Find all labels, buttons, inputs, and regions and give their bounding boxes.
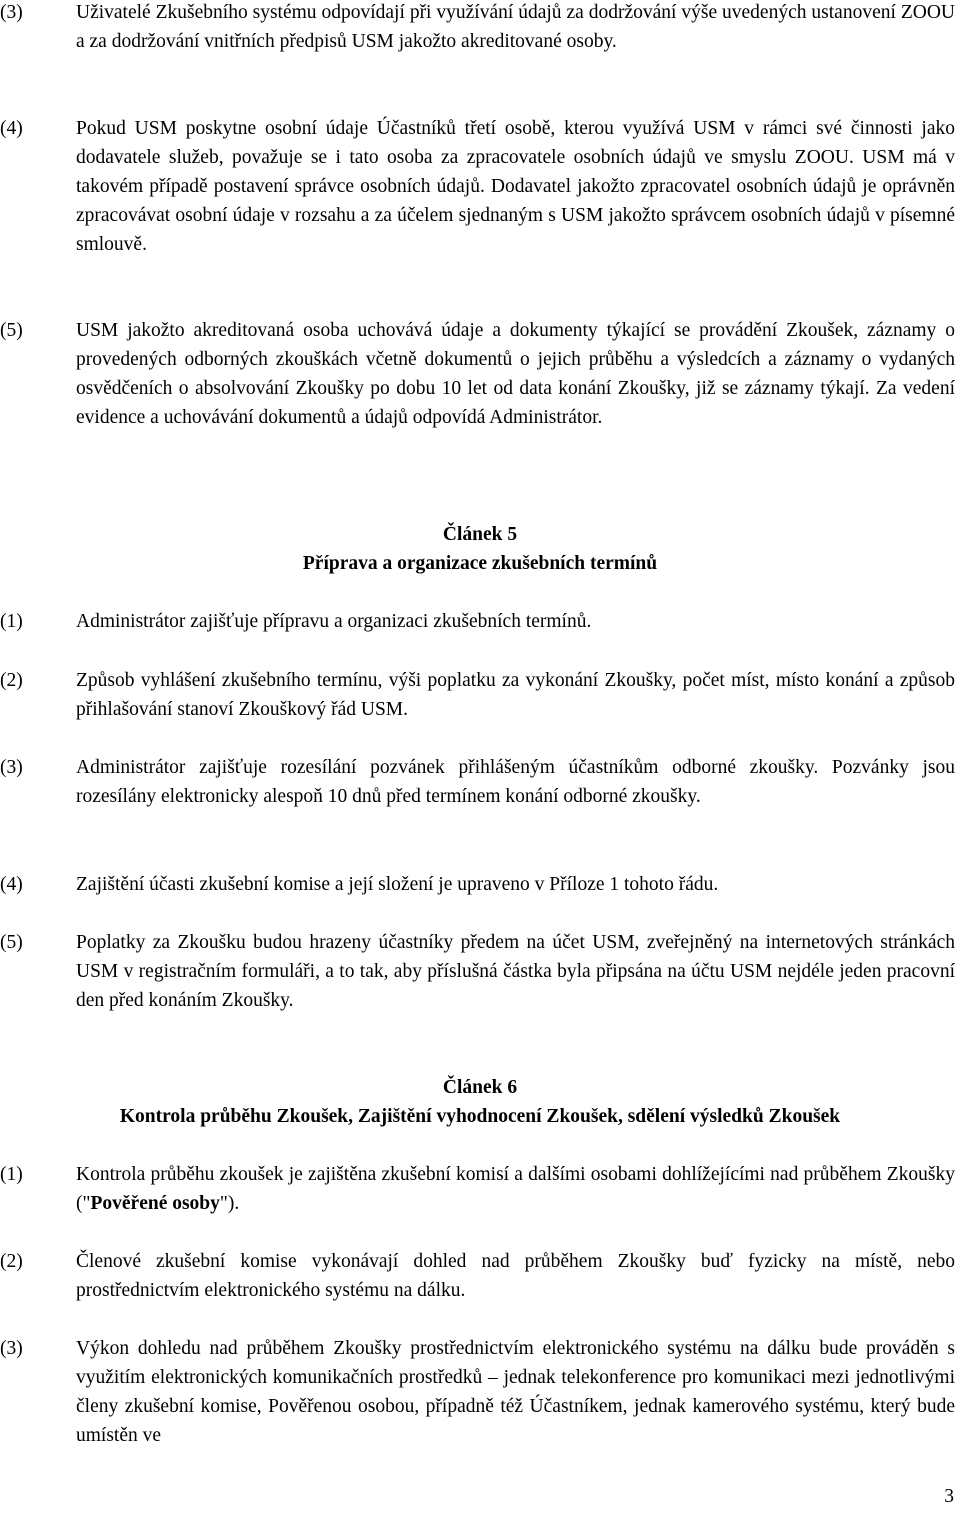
paragraph-text: Pokud USM poskytne osobní údaje Účastníků třetí osobě, kterou využívá USM v rámci své činnosti jako dodavatele služeb, považuje se i tato osoba za zpracovatele osobních údajů ve smyslu ZOOU. USM má v takovém případě postavení správce osobních údajů. Dodavatel jakožto zpracovatel osobních údajů je oprávněn zpracovávat osobní údaje v rozsahu a za účelem sjednaným s USM jakožto správcem osobních údajů v písemné smlouvě. — [76, 118, 955, 255]
paragraph-text: Administrátor zajišťuje přípravu a organizaci zkušebních termínů. — [76, 611, 592, 632]
paragraph-number: (1) — [0, 611, 23, 632]
paragraph-text-part: Kontrola průběhu zkoušek je zajištěna zkušební komisí a dalšími osobami dohlížejícími nad průběhem Zkoušky (" — [76, 1164, 955, 1214]
paragraph-number: (4) — [0, 874, 23, 895]
paragraph-text — [76, 1160, 955, 1218]
paragraph-4 — [0, 114, 955, 259]
paragraph-number: (2) — [0, 1251, 23, 1272]
paragraph-text: Výkon dohledu nad průběhem Zkoušky prostřednictvím elektronického systému na dálku bude prováděn s využitím elektronických komunikačních prostředků – jednak telekonference pro komunikaci mezi jednotlivými členy zkušební komise, Pověřenou osobou, případně též Účastníkem, jednak kamerového systému, který bude umístěn ve — [76, 1338, 955, 1446]
paragraph-number: (1) — [0, 1164, 23, 1185]
paragraph-text-part: "). — [219, 1193, 240, 1214]
paragraph-number: (5) — [0, 320, 23, 341]
paragraph-number: (5) — [0, 932, 23, 953]
paragraph-text: Administrátor zajišťuje rozesílání pozvánek přihlášeným účastníkům odborné zkoušky. Pozvánky jsou rozesílány elektronicky alespoň 10 dnů před termínem konání odborné zkoušky. — [76, 757, 955, 807]
article-5-paragraph-3 — [0, 753, 955, 811]
paragraph-text: Zajištění účasti zkušební komise a její složení je upraveno v Příloze 1 tohoto řádu. — [76, 874, 719, 895]
paragraph-text: Uživatelé Zkušebního systému odpovídají při využívání údajů za dodržování výše uvedených ustanovení ZOOU a za dodržování vnitřních předpisů USM jakožto akreditované osoby. — [76, 2, 955, 52]
article-5-paragraph-4 — [0, 870, 955, 899]
paragraph-5 — [0, 316, 955, 432]
article-6-paragraph-3 — [0, 1334, 955, 1450]
paragraph-number: (3) — [0, 757, 23, 778]
paragraph-text: Poplatky za Zkoušku budou hrazeny účastníky předem na účet USM, zveřejněný na internetových stránkách USM v registračním formuláři, a to tak, aby příslušná částka byla připsána na účtu USM nejdéle jeden pracovní den před konáním Zkoušky. — [76, 932, 955, 1011]
paragraph-text: Způsob vyhlášení zkušebního termínu, výši poplatku za vykonání Zkoušky, počet míst, místo konání a způsob přihlašování stanoví Zkouškový řád USM. — [76, 670, 955, 720]
page-number: 3 — [944, 1486, 954, 1507]
article-5-title: Příprava a organizace zkušebních termínů — [302, 553, 658, 574]
article-5-label: Článek 5 — [442, 524, 518, 545]
article-5-paragraph-2 — [0, 666, 955, 724]
paragraph-text: USM jakožto akreditovaná osoba uchovává údaje a dokumenty týkající se provádění Zkoušek, záznamy o provedených odborných zkouškách včetně dokumentů o jejich průběhu a výsledcích a záznamy o vydaných osvědčeních o absolvování Zkoušky po dobu 10 let od data konání Zkoušky, již se záznamy týkají. Za vedení evidence a uchovávání dokumentů a údajů odpovídá Administrátor. — [76, 320, 955, 428]
paragraph-number: (4) — [0, 118, 23, 139]
article-6-paragraph-2 — [0, 1247, 955, 1305]
paragraph-number: (3) — [0, 2, 23, 23]
article-6-title: Kontrola průběhu Zkoušek, Zajištění vyhodnocení Zkoušek, sdělení výsledků Zkoušek — [119, 1106, 841, 1127]
paragraph-number: (2) — [0, 670, 23, 691]
article-6-label: Článek 6 — [442, 1077, 518, 1098]
article-5-paragraph-1 — [0, 607, 955, 636]
paragraph-number: (3) — [0, 1338, 23, 1359]
article-5-paragraph-5 — [0, 928, 955, 1015]
defined-term: Pověřené osoby — [90, 1193, 220, 1214]
paragraph-3 — [0, 0, 955, 56]
paragraph-text: Členové zkušební komise vykonávají dohled nad průběhem Zkoušky buď fyzicky na místě, nebo prostřednictvím elektronického systému na dálku. — [76, 1251, 955, 1301]
article-6-paragraph-1 — [0, 1160, 955, 1218]
